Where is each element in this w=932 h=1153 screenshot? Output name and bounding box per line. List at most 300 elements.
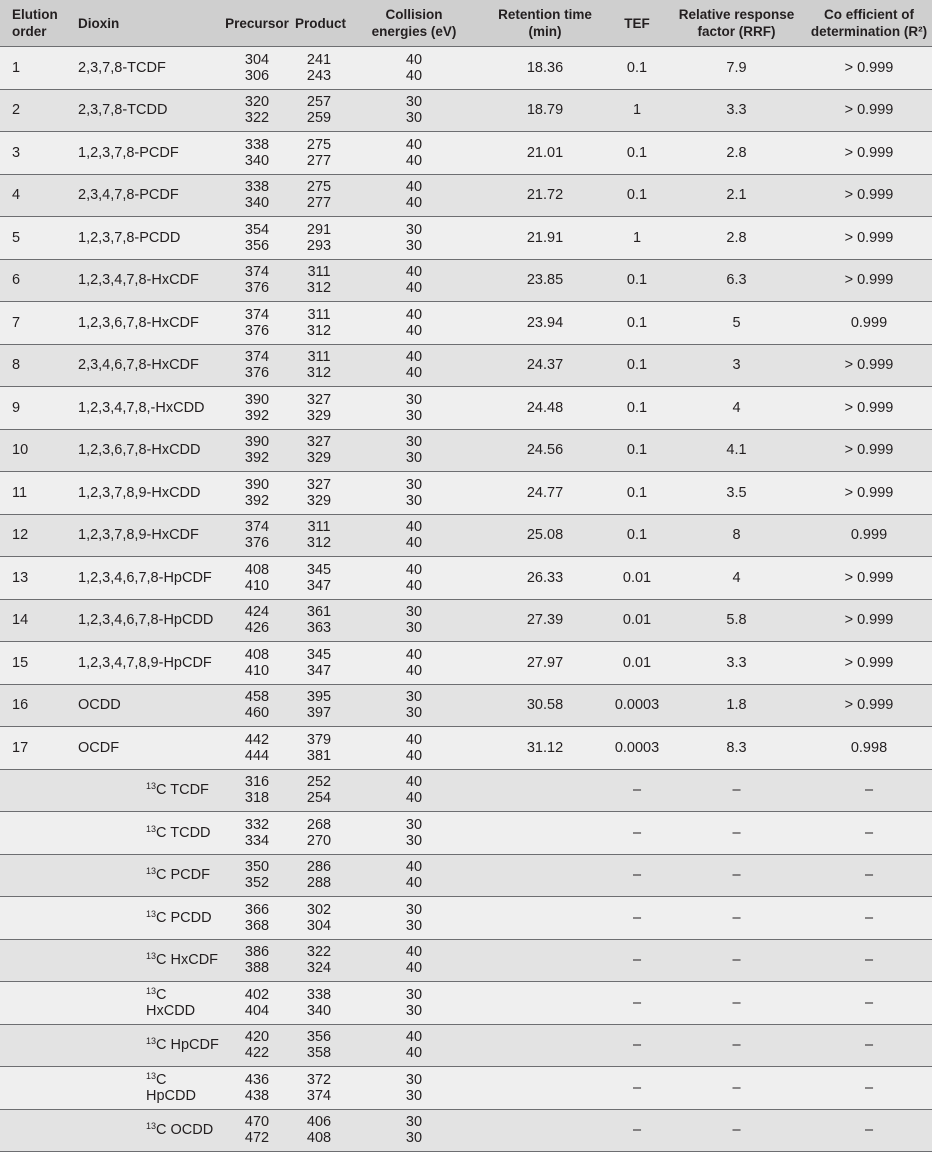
cell-precursor — [221, 174, 293, 217]
cell-product — [293, 982, 345, 1025]
cell-precursor — [221, 684, 293, 727]
header-rrf — [667, 0, 806, 47]
cell-rrf: 2.8 — [667, 217, 806, 260]
cell-product-value: 252 — [306, 774, 332, 791]
cell-product-value: 372 — [306, 1071, 332, 1088]
cell-dioxin — [66, 259, 221, 302]
dioxin-name: 1,2,3,7,8-PCDF — [78, 144, 179, 161]
cell-product — [293, 939, 345, 982]
cell-rrf: – — [667, 769, 806, 812]
cell-precursor-value: 376 — [244, 535, 270, 552]
dioxin-name: 1,2,3,7,8,9-HxCDD — [78, 484, 201, 501]
table-row — [0, 1024, 932, 1067]
cell-collision-energy-value: 40 — [405, 195, 423, 212]
cell-precursor-value: 386 — [244, 944, 270, 961]
dioxin-name: 1,2,3,4,6,7,8-HpCDD — [78, 612, 214, 629]
cell-rrf: 4 — [667, 387, 806, 430]
cell-r2: > 0.999 — [806, 47, 932, 90]
cell-precursor — [221, 1024, 293, 1067]
cell-product-value: 329 — [306, 450, 332, 467]
cell-precursor — [221, 599, 293, 642]
cell-retention-time: 21.01 — [483, 132, 607, 175]
table-row — [0, 557, 932, 600]
cell-tef: 0.1 — [607, 132, 667, 175]
cell-r2: – — [806, 1109, 932, 1152]
cell-precursor-value: 368 — [244, 917, 270, 934]
cell-rrf: 6.3 — [667, 259, 806, 302]
cell-rrf: – — [667, 982, 806, 1025]
cell-elution-order: 9 — [0, 387, 66, 430]
cell-collision-energy — [345, 599, 483, 642]
cell-dioxin — [66, 727, 221, 770]
cell-precursor-value: 426 — [244, 620, 270, 637]
cell-collision-energy-value: 30 — [405, 1071, 423, 1088]
cell-precursor-value: 388 — [244, 960, 270, 977]
cell-collision-energy — [345, 557, 483, 600]
cell-precursor-value: 404 — [244, 1002, 270, 1019]
cell-dioxin — [66, 132, 221, 175]
header-row — [0, 0, 932, 47]
cell-product — [293, 599, 345, 642]
cell-product-value: 312 — [306, 322, 332, 339]
cell-collision-energy-value: 40 — [405, 1045, 423, 1062]
cell-collision-energy-value: 40 — [405, 774, 423, 791]
cell-precursor — [221, 472, 293, 515]
cell-product-value: 327 — [306, 476, 332, 493]
cell-product — [293, 812, 345, 855]
cell-collision-energy — [345, 897, 483, 940]
header-tef: TEF — [607, 0, 667, 47]
cell-product-value: 406 — [306, 1114, 332, 1131]
cell-collision-energy-value: 30 — [405, 391, 423, 408]
cell-tef: – — [607, 812, 667, 855]
cell-retention-time — [483, 769, 607, 812]
dioxin-name: C HpCDF — [156, 1037, 219, 1054]
cell-precursor-value: 320 — [244, 94, 270, 111]
cell-retention-time: 18.36 — [483, 47, 607, 90]
cell-collision-energy — [345, 429, 483, 472]
table-header — [0, 0, 932, 47]
cell-retention-time: 27.97 — [483, 642, 607, 685]
cell-retention-time: 24.37 — [483, 344, 607, 387]
table-row — [0, 727, 932, 770]
table-row — [0, 387, 932, 430]
cell-collision-energy-value: 40 — [405, 349, 423, 366]
cell-precursor — [221, 939, 293, 982]
cell-product — [293, 1109, 345, 1152]
cell-collision-energy-value: 30 — [405, 689, 423, 706]
cell-elution-order: 4 — [0, 174, 66, 217]
cell-product — [293, 132, 345, 175]
header-collision-line1: Collision — [385, 7, 443, 22]
cell-collision-energy-value: 30 — [405, 434, 423, 451]
cell-r2: > 0.999 — [806, 89, 932, 132]
cell-dioxin — [66, 599, 221, 642]
cell-tef: – — [607, 939, 667, 982]
cell-r2: > 0.999 — [806, 472, 932, 515]
cell-product-value: 312 — [306, 365, 332, 382]
header-r2-line2: determination (R²) — [810, 24, 928, 39]
cell-r2: – — [806, 1024, 932, 1067]
cell-dioxin — [66, 684, 221, 727]
cell-product-value: 324 — [306, 960, 332, 977]
dioxin-name: 1,2,3,4,7,8,-HxCDD — [78, 399, 205, 416]
cell-precursor — [221, 387, 293, 430]
cell-dioxin — [66, 982, 221, 1025]
cell-product-value: 338 — [306, 986, 332, 1003]
cell-collision-energy-value: 30 — [405, 620, 423, 637]
dioxin-name: 1,2,3,7,8,9-HxCDF — [78, 527, 199, 544]
cell-collision-energy — [345, 174, 483, 217]
cell-elution-order: 13 — [0, 557, 66, 600]
cell-r2: > 0.999 — [806, 344, 932, 387]
cell-elution-order: 12 — [0, 514, 66, 557]
cell-product — [293, 47, 345, 90]
cell-collision-energy-value: 40 — [405, 747, 423, 764]
cell-r2: 0.999 — [806, 514, 932, 557]
cell-product-value: 361 — [306, 604, 332, 621]
header-elution-order-line2: order — [12, 24, 47, 39]
cell-retention-time — [483, 812, 607, 855]
header-retention-line1: Retention time — [498, 7, 592, 22]
dioxin-name: C HxCDF — [156, 952, 219, 969]
table-row — [0, 897, 932, 940]
table-row — [0, 939, 932, 982]
cell-product-value: 329 — [306, 407, 332, 424]
cell-tef: 0.0003 — [607, 727, 667, 770]
dioxin-name: 1,2,3,4,6,7,8-HpCDF — [78, 569, 212, 586]
header-elution-order-line1: Elution — [12, 7, 58, 22]
cell-precursor-value: 306 — [244, 67, 270, 84]
cell-tef: 0.01 — [607, 642, 667, 685]
cell-collision-energy-value: 40 — [405, 944, 423, 961]
cell-product — [293, 217, 345, 260]
cell-rrf: – — [667, 1067, 806, 1110]
dioxin-name: 1,2,3,4,7,8,9-HpCDF — [78, 654, 212, 671]
cell-precursor-value: 390 — [244, 434, 270, 451]
cell-product-value: 379 — [306, 731, 332, 748]
table-row — [0, 1109, 932, 1152]
cell-retention-time: 24.77 — [483, 472, 607, 515]
cell-product-value: 345 — [306, 561, 332, 578]
cell-dioxin — [66, 174, 221, 217]
cell-rrf: 8.3 — [667, 727, 806, 770]
cell-elution-order: 10 — [0, 429, 66, 472]
dioxin-name: C TCDF — [156, 782, 209, 799]
cell-product — [293, 897, 345, 940]
cell-rrf: 5.8 — [667, 599, 806, 642]
cell-collision-energy-value: 30 — [405, 221, 423, 238]
cell-precursor-value: 376 — [244, 322, 270, 339]
cell-dioxin — [66, 897, 221, 940]
cell-r2: > 0.999 — [806, 259, 932, 302]
cell-collision-energy-value: 40 — [405, 662, 423, 679]
cell-precursor-value: 436 — [244, 1071, 270, 1088]
cell-rrf: 3.3 — [667, 89, 806, 132]
cell-precursor — [221, 89, 293, 132]
cell-precursor-value: 374 — [244, 306, 270, 323]
isotope-superscript: 13 — [146, 823, 157, 834]
cell-collision-energy-value: 40 — [405, 960, 423, 977]
cell-product-value: 268 — [306, 816, 332, 833]
cell-product-value: 286 — [306, 859, 332, 876]
cell-rrf: 3.3 — [667, 642, 806, 685]
cell-product — [293, 89, 345, 132]
cell-precursor — [221, 1067, 293, 1110]
cell-product — [293, 684, 345, 727]
cell-dioxin — [66, 217, 221, 260]
cell-dioxin — [66, 47, 221, 90]
cell-precursor — [221, 982, 293, 1025]
cell-collision-energy-value: 30 — [405, 816, 423, 833]
dioxin-name: 2,3,7,8-TCDF — [78, 59, 166, 76]
cell-tef: – — [607, 854, 667, 897]
cell-retention-time: 21.91 — [483, 217, 607, 260]
cell-product — [293, 1024, 345, 1067]
cell-precursor — [221, 429, 293, 472]
isotope-superscript: 13 — [146, 866, 157, 877]
cell-precursor-value: 322 — [244, 110, 270, 127]
cell-rrf: – — [667, 1024, 806, 1067]
cell-product — [293, 429, 345, 472]
cell-precursor-value: 332 — [244, 816, 270, 833]
cell-rrf: 2.1 — [667, 174, 806, 217]
cell-precursor-value: 374 — [244, 264, 270, 281]
cell-precursor-value: 410 — [244, 577, 270, 594]
cell-rrf: – — [667, 854, 806, 897]
cell-r2: – — [806, 812, 932, 855]
cell-collision-energy-value: 30 — [405, 705, 423, 722]
table-row — [0, 302, 932, 345]
table-body — [0, 47, 932, 1152]
cell-dioxin — [66, 854, 221, 897]
cell-product-value: 408 — [306, 1130, 332, 1147]
cell-elution-order: 6 — [0, 259, 66, 302]
cell-precursor-value: 470 — [244, 1114, 270, 1131]
cell-r2: 0.998 — [806, 727, 932, 770]
cell-product-value: 356 — [306, 1029, 332, 1046]
table-row — [0, 514, 932, 557]
cell-elution-order — [0, 939, 66, 982]
cell-rrf: 2.8 — [667, 132, 806, 175]
cell-r2: > 0.999 — [806, 217, 932, 260]
cell-precursor-value: 376 — [244, 280, 270, 297]
cell-precursor-value: 356 — [244, 237, 270, 254]
cell-collision-energy-value: 40 — [405, 1029, 423, 1046]
cell-collision-energy-value: 40 — [405, 136, 423, 153]
cell-elution-order — [0, 897, 66, 940]
cell-precursor — [221, 854, 293, 897]
cell-tef: – — [607, 1067, 667, 1110]
cell-collision-energy-value: 40 — [405, 306, 423, 323]
isotope-superscript: 13 — [146, 1036, 157, 1047]
table-row — [0, 174, 932, 217]
cell-elution-order: 16 — [0, 684, 66, 727]
cell-collision-energy-value: 40 — [405, 264, 423, 281]
cell-precursor — [221, 344, 293, 387]
table-row — [0, 1067, 932, 1110]
cell-precursor-value: 338 — [244, 179, 270, 196]
cell-collision-energy-value: 30 — [405, 986, 423, 1003]
cell-product-value: 270 — [306, 832, 332, 849]
cell-precursor-value: 374 — [244, 349, 270, 366]
cell-product-value: 358 — [306, 1045, 332, 1062]
cell-precursor — [221, 1109, 293, 1152]
cell-product-value: 395 — [306, 689, 332, 706]
cell-precursor-value: 352 — [244, 875, 270, 892]
cell-tef: 1 — [607, 89, 667, 132]
cell-product-value: 327 — [306, 391, 332, 408]
dioxin-name: C TCDD — [156, 824, 211, 841]
cell-product — [293, 387, 345, 430]
cell-precursor — [221, 302, 293, 345]
cell-precursor — [221, 557, 293, 600]
cell-tef: 0.1 — [607, 429, 667, 472]
cell-elution-order — [0, 769, 66, 812]
cell-rrf: 1.8 — [667, 684, 806, 727]
cell-product-value: 345 — [306, 646, 332, 663]
cell-precursor-value: 392 — [244, 492, 270, 509]
cell-precursor-value: 366 — [244, 901, 270, 918]
header-rrf-line1: Relative response — [678, 7, 795, 22]
table-row — [0, 854, 932, 897]
cell-retention-time — [483, 897, 607, 940]
cell-collision-energy-value: 30 — [405, 94, 423, 111]
cell-r2: – — [806, 897, 932, 940]
cell-tef: 0.01 — [607, 599, 667, 642]
cell-elution-order: 2 — [0, 89, 66, 132]
cell-tef: 0.1 — [607, 514, 667, 557]
cell-product-value: 288 — [306, 875, 332, 892]
cell-product-value: 277 — [306, 152, 332, 169]
cell-retention-time — [483, 1024, 607, 1067]
dioxin-name: 2,3,7,8-TCDD — [78, 102, 168, 119]
cell-product-value: 257 — [306, 94, 332, 111]
cell-elution-order — [0, 1109, 66, 1152]
cell-product-value: 327 — [306, 434, 332, 451]
cell-collision-energy — [345, 812, 483, 855]
cell-collision-energy-value: 30 — [405, 237, 423, 254]
cell-r2: > 0.999 — [806, 174, 932, 217]
cell-product-value: 259 — [306, 110, 332, 127]
cell-precursor-value: 318 — [244, 790, 270, 807]
dioxin-name: C HxCDD — [146, 986, 196, 1019]
cell-tef: 0.1 — [607, 259, 667, 302]
cell-tef: – — [607, 1024, 667, 1067]
header-collision-energies — [345, 0, 483, 47]
cell-dioxin — [66, 387, 221, 430]
cell-rrf: 7.9 — [667, 47, 806, 90]
dioxin-name: C HpCDD — [146, 1071, 196, 1104]
header-retention-line2: (min) — [528, 24, 562, 39]
cell-collision-energy-value: 30 — [405, 1087, 423, 1104]
cell-precursor-value: 402 — [244, 986, 270, 1003]
cell-product-value: 312 — [306, 280, 332, 297]
cell-product — [293, 472, 345, 515]
dioxin-name: OCDD — [78, 697, 121, 714]
cell-r2: > 0.999 — [806, 684, 932, 727]
cell-tef: 0.1 — [607, 174, 667, 217]
dioxin-name: 1,2,3,6,7,8-HxCDD — [78, 442, 201, 459]
cell-tef: – — [607, 897, 667, 940]
table-row — [0, 47, 932, 90]
cell-product-value: 347 — [306, 662, 332, 679]
cell-r2: > 0.999 — [806, 387, 932, 430]
cell-collision-energy-value: 40 — [405, 875, 423, 892]
cell-product-value: 347 — [306, 577, 332, 594]
cell-dioxin — [66, 344, 221, 387]
header-collision-line2: energies (eV) — [371, 24, 457, 39]
cell-collision-energy-value: 40 — [405, 322, 423, 339]
table-row — [0, 429, 932, 472]
header-r2 — [806, 0, 932, 47]
cell-precursor — [221, 727, 293, 770]
cell-r2: – — [806, 854, 932, 897]
cell-tef: – — [607, 769, 667, 812]
cell-precursor-value: 304 — [244, 51, 270, 68]
cell-collision-energy — [345, 472, 483, 515]
cell-collision-energy-value: 30 — [405, 476, 423, 493]
cell-collision-energy — [345, 387, 483, 430]
cell-precursor — [221, 897, 293, 940]
cell-retention-time: 21.72 — [483, 174, 607, 217]
cell-precursor-value: 334 — [244, 832, 270, 849]
cell-dioxin — [66, 514, 221, 557]
dioxin-name: 1,2,3,4,7,8-HxCDF — [78, 272, 199, 289]
cell-product — [293, 642, 345, 685]
table-row — [0, 812, 932, 855]
cell-rrf: – — [667, 897, 806, 940]
cell-collision-energy-value: 30 — [405, 917, 423, 934]
cell-collision-energy-value: 40 — [405, 577, 423, 594]
cell-elution-order: 11 — [0, 472, 66, 515]
dioxin-name: C PCDD — [156, 909, 212, 926]
cell-collision-energy-value: 40 — [405, 179, 423, 196]
table-row — [0, 217, 932, 260]
cell-collision-energy — [345, 1067, 483, 1110]
cell-retention-time — [483, 1109, 607, 1152]
cell-precursor-value: 374 — [244, 519, 270, 536]
cell-collision-energy-value: 40 — [405, 280, 423, 297]
cell-product — [293, 259, 345, 302]
table-row — [0, 89, 932, 132]
cell-product-value: 275 — [306, 136, 332, 153]
cell-collision-energy — [345, 1109, 483, 1152]
cell-r2: > 0.999 — [806, 429, 932, 472]
header-elution-order — [0, 0, 66, 47]
header-dioxin: Dioxin — [66, 0, 221, 47]
cell-retention-time: 31.12 — [483, 727, 607, 770]
cell-tef: 1 — [607, 217, 667, 260]
cell-collision-energy-value: 40 — [405, 152, 423, 169]
cell-retention-time — [483, 939, 607, 982]
cell-precursor-value: 424 — [244, 604, 270, 621]
dioxin-name: 2,3,4,6,7,8-HxCDF — [78, 357, 199, 374]
header-precursor: Precursor — [221, 0, 293, 47]
cell-precursor — [221, 132, 293, 175]
cell-elution-order: 17 — [0, 727, 66, 770]
cell-precursor-value: 390 — [244, 391, 270, 408]
cell-elution-order — [0, 982, 66, 1025]
cell-retention-time — [483, 1067, 607, 1110]
cell-retention-time: 24.48 — [483, 387, 607, 430]
cell-collision-energy-value: 40 — [405, 646, 423, 663]
cell-rrf: 4.1 — [667, 429, 806, 472]
cell-collision-energy-value: 30 — [405, 832, 423, 849]
cell-r2: – — [806, 769, 932, 812]
table-row — [0, 132, 932, 175]
cell-precursor-value: 316 — [244, 774, 270, 791]
